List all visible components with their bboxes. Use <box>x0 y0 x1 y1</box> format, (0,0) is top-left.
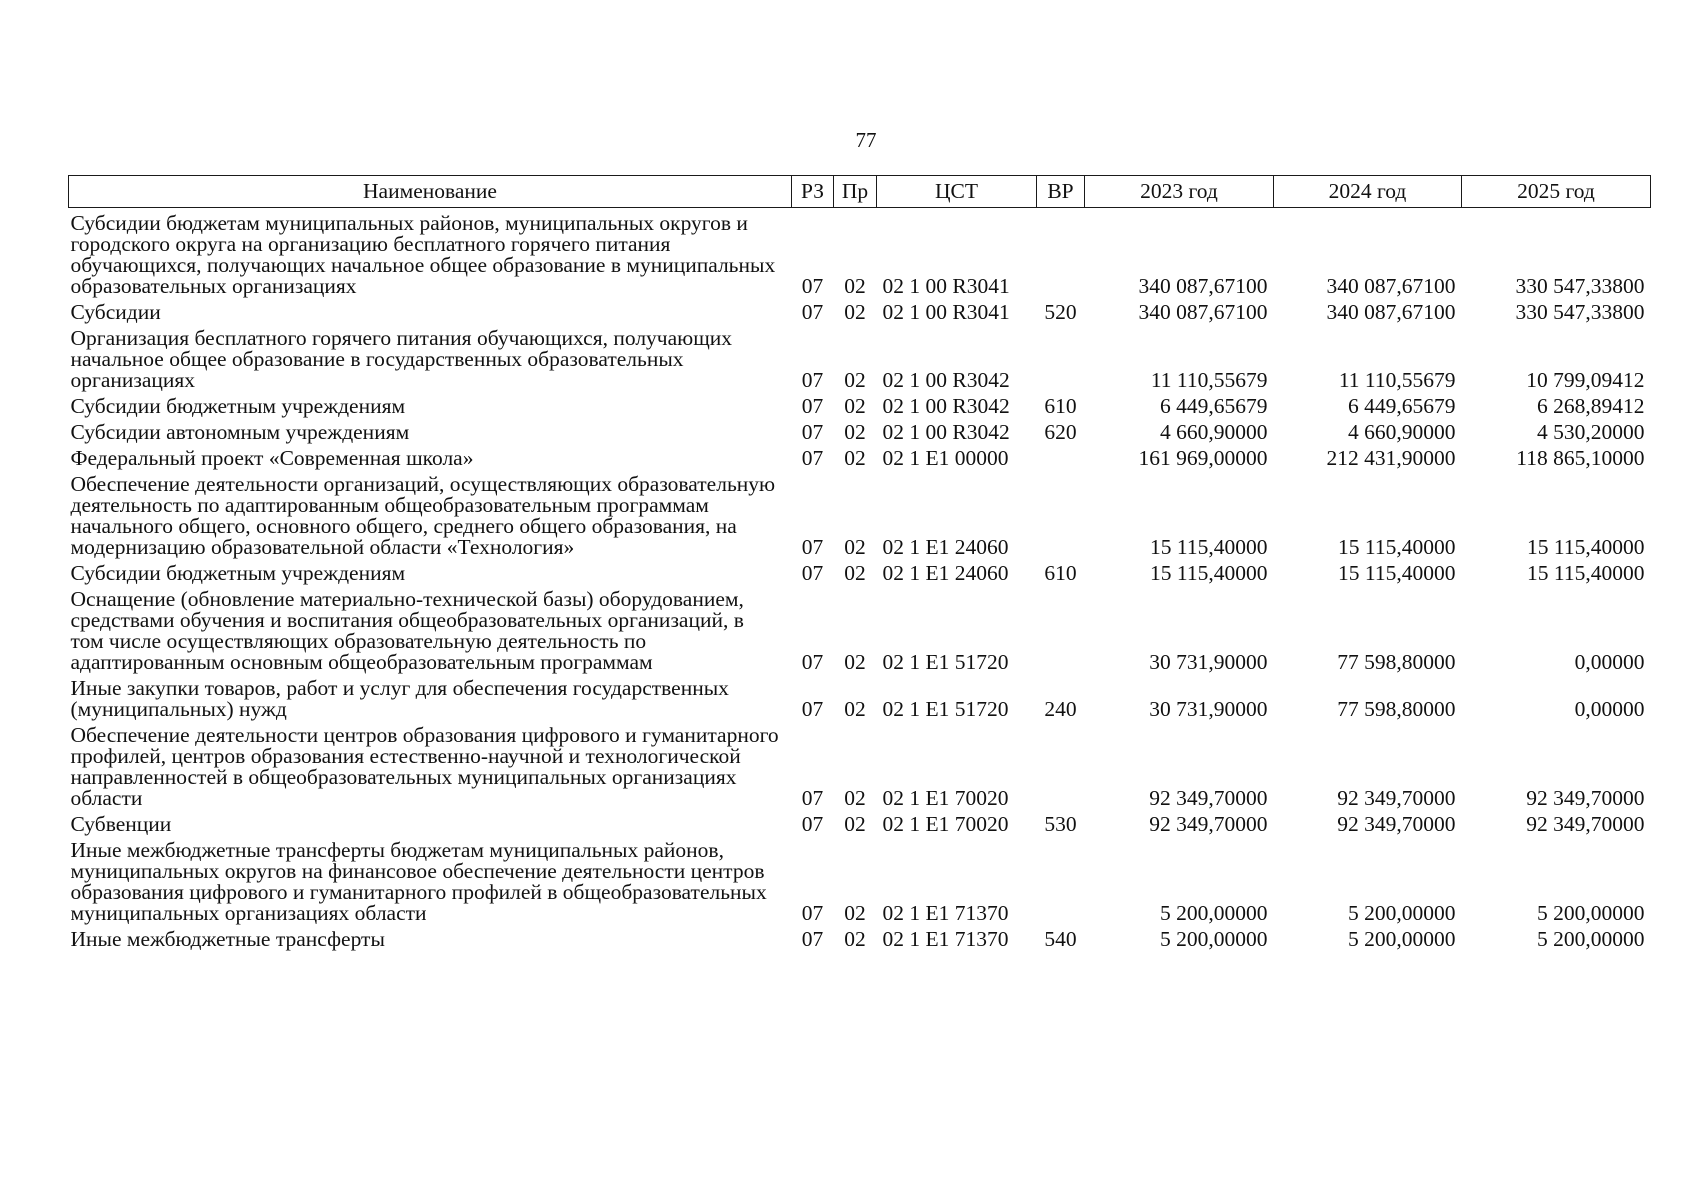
row-2024-cell: 15 115,40000 <box>1338 535 1456 559</box>
row-pr-cell: 02 <box>844 786 866 810</box>
row-vr-cell <box>1037 469 1085 558</box>
row-name-cell: Субвенции <box>70 812 172 836</box>
row-rz-cell: 07 <box>801 927 824 951</box>
row-2025-cell: 0,00000 <box>1574 650 1645 674</box>
row-2024-cell: 212 431,90000 <box>1326 446 1456 470</box>
table-body <box>69 208 1651 951</box>
row-pr-cell: 02 <box>844 697 866 721</box>
row-cst-cell: 02 1 E1 24060 <box>882 535 1009 559</box>
row-vr-cell <box>1037 835 1085 924</box>
row-name-cell: Оснащение (обновление материально-технической базы) оборудованием, средствами обучения и воспитания общеобразовательных организаций, в том числе осуществляющих образовательную деятельность по адаптированным основным общеобразовательным программам <box>70 587 744 674</box>
row-2025-cell: 5 200,00000 <box>1537 927 1645 951</box>
row-pr-cell: 02 <box>844 927 866 951</box>
row-vr-cell: 520 <box>1044 300 1077 324</box>
row-rz-cell: 07 <box>801 812 824 836</box>
table-row <box>69 924 1651 950</box>
row-vr-cell: 610 <box>1044 561 1077 585</box>
header-rz: РЗ <box>792 176 834 208</box>
row-name-cell: Обеспечение деятельности организаций, осуществляющих образовательную деятельность по адаптированным общеобразовательным программам начального общего, основного общего, среднего общего образования, на модернизацию образовательной области «Технология» <box>70 472 776 559</box>
header-name: Наименование <box>69 176 792 208</box>
table-row <box>69 443 1651 469</box>
row-name-cell: Обеспечение деятельности центров образования цифрового и гуманитарного профилей, центров образования естественно-научной и технологической направленностей в общеобразовательных муниципальных организациях области <box>70 723 779 810</box>
table-row <box>69 584 1651 673</box>
row-name-cell: Субсидии бюджетам муниципальных районов, муниципальных округов и городского округа на организацию бесплатного горячего питания обучающихся, получающих начальное общее образование в муниципальных образовательных организациях <box>70 211 776 298</box>
header-vr: ВР <box>1037 176 1085 208</box>
row-2025-cell: 15 115,40000 <box>1527 535 1645 559</box>
table-row <box>69 809 1651 835</box>
row-pr-cell: 02 <box>844 812 866 836</box>
row-rz-cell: 07 <box>801 561 824 585</box>
row-rz-cell: 07 <box>801 650 824 674</box>
row-pr-cell: 02 <box>844 394 866 418</box>
row-2024-cell: 77 598,80000 <box>1337 697 1456 721</box>
row-cst-cell: 02 1 E1 71370 <box>882 927 1009 951</box>
row-name-cell: Организация бесплатного горячего питания обучающихся, получающих начальное общее образование в государственных образовательных организациях <box>70 326 733 392</box>
row-2025-cell: 330 547,33800 <box>1515 274 1645 298</box>
row-name-cell: Субсидии бюджетным учреждениям <box>70 394 406 418</box>
table-row <box>69 208 1651 298</box>
table-row <box>69 323 1651 391</box>
row-2023-cell: 92 349,70000 <box>1149 812 1268 836</box>
row-pr-cell: 02 <box>844 535 866 559</box>
row-2025-cell: 5 200,00000 <box>1537 901 1645 925</box>
row-cst-cell: 02 1 E1 70020 <box>882 786 1009 810</box>
row-2025-cell: 330 547,33800 <box>1515 300 1645 324</box>
row-2025-cell: 10 799,09412 <box>1526 368 1645 392</box>
row-cst-cell: 02 1 00 R3041 <box>882 300 1010 324</box>
row-2023-cell: 30 731,90000 <box>1149 650 1268 674</box>
header-2023: 2023 год <box>1085 176 1274 208</box>
row-2023-cell: 161 969,00000 <box>1138 446 1268 470</box>
table-header <box>69 176 1651 208</box>
row-2023-cell: 5 200,00000 <box>1160 927 1268 951</box>
table-row <box>69 558 1651 584</box>
table-row <box>69 835 1651 924</box>
row-2023-cell: 92 349,70000 <box>1149 786 1268 810</box>
row-name-cell: Субсидии <box>70 300 161 324</box>
row-rz-cell: 07 <box>801 697 824 721</box>
row-name-cell: Федеральный проект «Современная школа» <box>70 446 474 470</box>
row-cst-cell: 02 1 E1 71370 <box>882 901 1009 925</box>
page-number: 77 <box>855 128 877 152</box>
row-2023-cell: 5 200,00000 <box>1160 901 1268 925</box>
row-vr-cell: 530 <box>1044 812 1077 836</box>
row-rz-cell: 07 <box>801 786 824 810</box>
table-row <box>69 417 1651 443</box>
row-name-cell: Субсидии бюджетным учреждениям <box>70 561 406 585</box>
row-2025-cell: 15 115,40000 <box>1527 561 1645 585</box>
row-vr-cell: 240 <box>1044 697 1077 721</box>
row-vr-cell: 620 <box>1044 420 1077 444</box>
row-pr-cell: 02 <box>844 274 866 298</box>
row-pr-cell: 02 <box>844 420 866 444</box>
row-pr-cell: 02 <box>844 561 866 585</box>
row-2024-cell: 340 087,67100 <box>1326 300 1456 324</box>
row-2025-cell: 118 865,10000 <box>1516 446 1645 470</box>
row-2024-cell: 5 200,00000 <box>1348 901 1456 925</box>
row-vr-cell <box>1037 584 1085 673</box>
row-2023-cell: 30 731,90000 <box>1149 697 1268 721</box>
header-pr: Пр <box>834 176 877 208</box>
row-vr-cell: 610 <box>1044 394 1077 418</box>
row-cst-cell: 02 1 E1 24060 <box>882 561 1009 585</box>
row-2023-cell: 340 087,67100 <box>1138 300 1268 324</box>
row-pr-cell: 02 <box>844 650 866 674</box>
row-2024-cell: 5 200,00000 <box>1348 927 1456 951</box>
row-rz-cell: 07 <box>801 274 824 298</box>
row-cst-cell: 02 1 00 R3041 <box>882 274 1010 298</box>
row-pr-cell: 02 <box>844 300 866 324</box>
table-row <box>69 720 1651 809</box>
row-vr-cell <box>1037 443 1085 469</box>
row-2024-cell: 11 110,55679 <box>1338 368 1456 392</box>
row-2025-cell: 92 349,70000 <box>1526 812 1645 836</box>
row-vr-cell: 540 <box>1044 927 1077 951</box>
table-row <box>69 297 1651 323</box>
row-cst-cell: 02 1 E1 51720 <box>882 650 1009 674</box>
row-2025-cell: 92 349,70000 <box>1526 786 1645 810</box>
row-rz-cell: 07 <box>801 300 824 324</box>
header-cst: ЦСТ <box>877 176 1037 208</box>
row-rz-cell: 07 <box>801 535 824 559</box>
table-row <box>69 469 1651 558</box>
table-row <box>69 673 1651 720</box>
row-2024-cell: 15 115,40000 <box>1338 561 1456 585</box>
row-2024-cell: 77 598,80000 <box>1337 650 1456 674</box>
budget-table <box>68 175 1651 950</box>
row-rz-cell: 07 <box>801 368 824 392</box>
row-rz-cell: 07 <box>801 420 824 444</box>
row-rz-cell: 07 <box>801 446 824 470</box>
row-2023-cell: 6 449,65679 <box>1160 394 1268 418</box>
row-cst-cell: 02 1 00 R3042 <box>882 394 1010 418</box>
row-2023-cell: 4 660,90000 <box>1160 420 1268 444</box>
row-2023-cell: 340 087,67100 <box>1138 274 1268 298</box>
row-2025-cell: 4 530,20000 <box>1537 420 1645 444</box>
header-2025: 2025 год <box>1462 176 1651 208</box>
header-row <box>69 176 1651 208</box>
row-cst-cell: 02 1 E1 70020 <box>882 812 1009 836</box>
row-cst-cell: 02 1 E1 00000 <box>882 446 1009 470</box>
row-vr-cell <box>1037 208 1085 298</box>
row-2025-cell: 0,00000 <box>1574 697 1645 721</box>
row-name-cell: Субсидии автономным учреждениям <box>70 420 410 444</box>
row-2023-cell: 11 110,55679 <box>1150 368 1268 392</box>
row-2023-cell: 15 115,40000 <box>1150 535 1268 559</box>
row-vr-cell <box>1037 720 1085 809</box>
row-pr-cell: 02 <box>844 368 866 392</box>
row-2023-cell: 15 115,40000 <box>1150 561 1268 585</box>
row-name-cell: Иные межбюджетные трансферты <box>70 927 385 951</box>
row-2025-cell: 6 268,89412 <box>1537 394 1645 418</box>
row-2024-cell: 92 349,70000 <box>1337 812 1456 836</box>
row-2024-cell: 92 349,70000 <box>1337 786 1456 810</box>
row-vr-cell <box>1037 323 1085 391</box>
row-name-cell: Иные межбюджетные трансферты бюджетам муниципальных районов, муниципальных округов на финансовое обеспечение деятельности центров образования цифрового и гуманитарного профилей в общеобразовательных муниципальных организациях области <box>70 838 767 925</box>
row-name-cell: Иные закупки товаров, работ и услуг для обеспечения государственных (муниципальных) нужд <box>70 676 729 721</box>
row-cst-cell: 02 1 00 R3042 <box>882 368 1010 392</box>
row-cst-cell: 02 1 E1 51720 <box>882 697 1009 721</box>
row-2024-cell: 6 449,65679 <box>1348 394 1456 418</box>
row-rz-cell: 07 <box>801 901 824 925</box>
header-2024: 2024 год <box>1274 176 1462 208</box>
table-row <box>69 391 1651 417</box>
row-pr-cell: 02 <box>844 901 866 925</box>
row-pr-cell: 02 <box>844 446 866 470</box>
row-rz-cell: 07 <box>801 394 824 418</box>
row-2024-cell: 340 087,67100 <box>1326 274 1456 298</box>
row-cst-cell: 02 1 00 R3042 <box>882 420 1010 444</box>
row-2024-cell: 4 660,90000 <box>1348 420 1456 444</box>
